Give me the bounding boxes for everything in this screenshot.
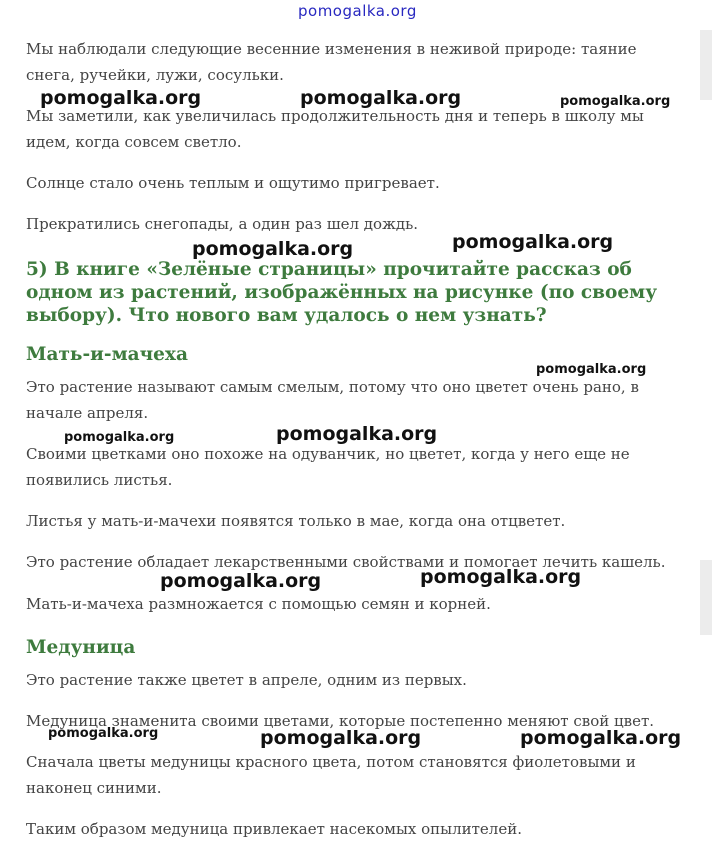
watermark: pomogalka.org [452, 231, 614, 253]
plant2-paragraph: Сначала цветы медуницы красного цвета, потом становятся фиолетовыми и наконец синими. [26, 753, 636, 797]
intro-paragraph: Мы заметили, как увеличилась продолжительность дня и теперь в школу мы идем, когда совсем светло. [26, 107, 644, 151]
plant1-paragraph: Своими цветками оно похоже на одуванчик, но цветет, когда у него еще не появились листья. [26, 445, 630, 489]
watermark: pomogalka.org [260, 727, 422, 749]
plant1-paragraph: Листья у мать-и-мачехи появятся только в мае, когда она отцветет. [26, 512, 566, 530]
intro-paragraph: Прекратились снегопады, а один раз шел дождь. [26, 215, 419, 233]
intro-paragraph: Мы наблюдали следующие весенние изменения в неживой природе: таяние снега, ручейки, лужи, сосульки. [26, 40, 637, 84]
watermark: pomogalka.org [520, 727, 682, 749]
watermark: pomogalka.org [48, 726, 159, 741]
plant2-paragraph: Таким образом медуница привлекает насекомых опылителей. [26, 820, 522, 838]
plant1-paragraph: Мать-и-мачеха размножается с помощью семян и корней. [26, 595, 491, 613]
watermark: pomogalka.org [160, 570, 322, 592]
plant2-paragraph: Это растение также цветет в апреле, одним из первых. [26, 671, 467, 689]
plant-title-lungwort: Медуница [26, 637, 136, 658]
watermark: pomogalka.org [560, 94, 671, 109]
watermark: pomogalka.org [276, 423, 438, 445]
plant-title-coltsfoot: Мать-и-мачеха [26, 344, 188, 365]
watermark-top: pomogalka.org [298, 2, 417, 20]
watermark: pomogalka.org [536, 362, 647, 377]
watermark: pomogalka.org [300, 87, 462, 109]
watermark: pomogalka.org [64, 430, 175, 445]
right-edge-fragment [700, 30, 712, 100]
right-edge-fragment [700, 560, 712, 635]
plant2-paragraph: Медуница знаменита своими цветами, которые постепенно меняют свой цвет. [26, 712, 655, 730]
intro-paragraph: Солнце стало очень теплым и ощутимо пригревает. [26, 174, 440, 192]
watermark: pomogalka.org [420, 566, 582, 588]
question-heading: 5) В книге «Зелёные страницы» прочитайте рассказ об одном из растений, изображённых на рисунке (по своему выбору). Что нового вам удалось о нем узнать? [26, 259, 658, 326]
plant1-paragraph: Это растение называют самым смелым, потому что оно цветет очень рано, в начале апреля. [26, 378, 639, 422]
watermark: pomogalka.org [192, 238, 354, 260]
watermark: pomogalka.org [40, 87, 202, 109]
plant1-paragraph: Это растение обладает лекарственными свойствами и помогает лечить кашель. [26, 553, 666, 571]
